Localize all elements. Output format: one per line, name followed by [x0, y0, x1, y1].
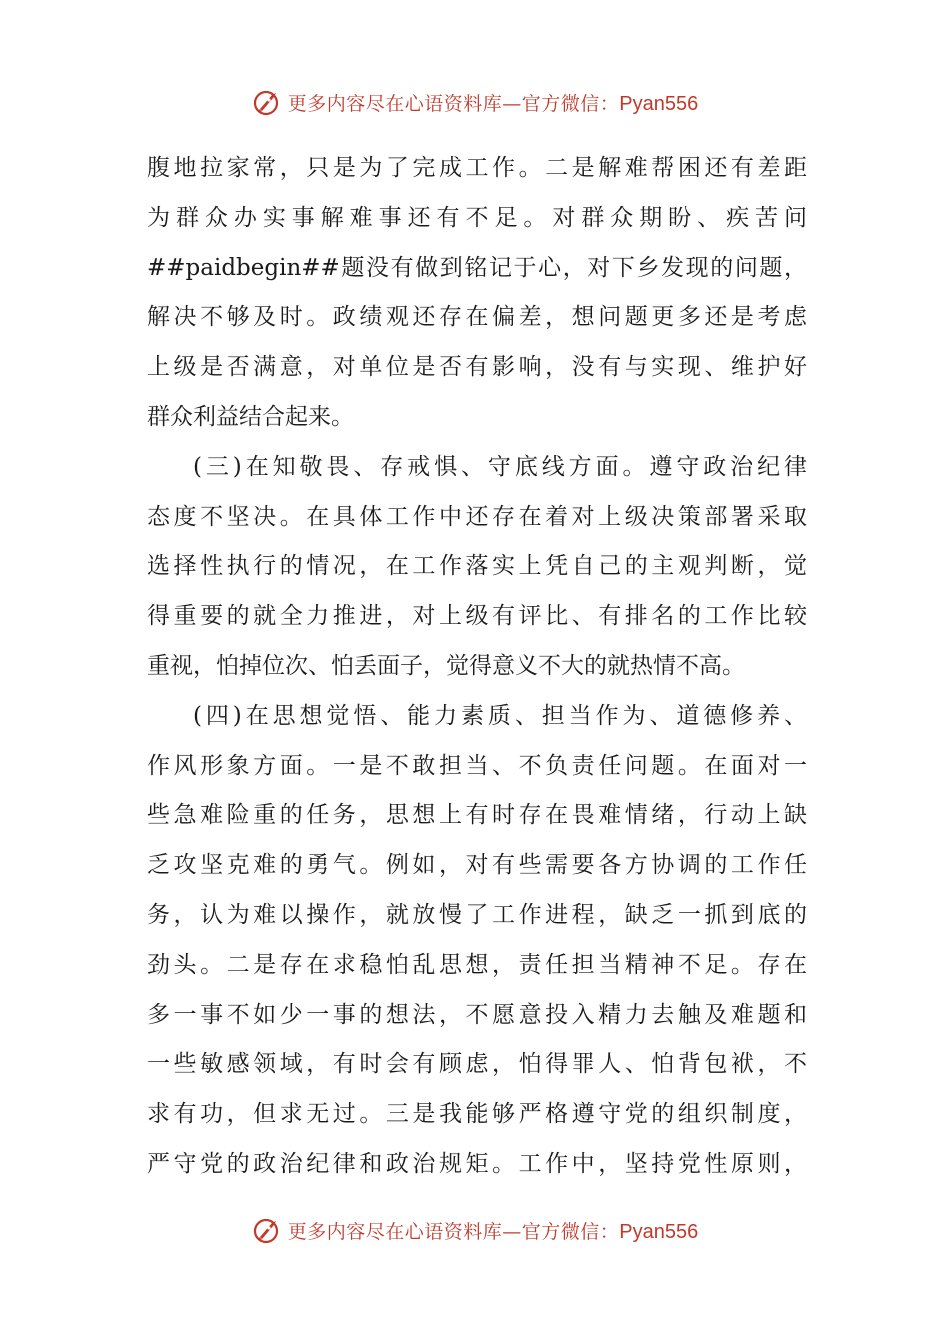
header-banner-text — [288, 89, 698, 116]
text-line: 腹地拉家常，只是为了完成工作。二是解难帮困还有差距 — [147, 155, 807, 181]
text-line: 些急难险重的任务，思想上有时存在畏难情绪，行动上缺 — [147, 802, 807, 829]
text-line: 务，认为难以操作，就放慢了工作进程，缺乏一抓到底的 — [147, 901, 807, 928]
footer-watermark-banner — [0, 1210, 950, 1250]
text-line: 得重要的就全力推进，对上级有评比、有排名的工作比较 — [147, 603, 807, 630]
text-line: 严守党的政治纪律和政治规矩。工作中，坚持党性原则， — [147, 1150, 807, 1177]
text-line: ##paidbegin##题没有做到铭记于心，对下乡发现的问题， — [147, 254, 807, 281]
text-line: 求有功，但求无过。三是我能够严格遵守党的组织制度， — [147, 1101, 807, 1128]
footer-wechat-id: Pyan556 — [619, 1220, 699, 1243]
pen-quill-circle-icon — [252, 87, 282, 117]
document-body — [147, 144, 807, 1190]
text-line: (三)在知敬畏、存戒惧、守底线方面。遵守政治纪律 — [193, 453, 807, 480]
text-line: 选择性执行的情况，在工作落实上凭自己的主观判断，觉 — [147, 553, 807, 580]
text-line: 一些敏感领域，有时会有顾虑，怕得罪人、怕背包袱，不 — [147, 1051, 807, 1078]
text-line: 劲头。二是存在求稳怕乱思想，责任担当精神不足。存在 — [147, 951, 807, 978]
text-line: 群众利益结合起来。 — [147, 403, 354, 430]
text-line: 解决不够及时。政绩观还存在偏差，想问题更多还是考虑 — [147, 304, 807, 331]
footer-banner-label: 更多内容尽在心语资料库—官方微信： — [287, 1220, 620, 1243]
text-line: 为群众办实事解难事还有不足。对群众期盼、疾苦问 — [147, 204, 807, 231]
header-watermark-banner — [0, 82, 950, 122]
header-banner-label: 更多内容尽在心语资料库—官方微信： — [287, 92, 620, 115]
text-line: (四)在思想觉悟、能力素质、担当作为、道德修养、 — [193, 702, 807, 729]
header-wechat-id: Pyan556 — [619, 92, 699, 115]
text-line: 上级是否满意，对单位是否有影响，没有与实现、维护好 — [147, 354, 807, 381]
text-line: 乏攻坚克难的勇气。例如，对有些需要各方协调的工作任 — [147, 852, 807, 879]
text-line: 作风形象方面。一是不敢担当、不负责任问题。在面对一 — [147, 752, 807, 779]
text-line: 重视，怕掉位次、怕丢面子，觉得意义不大的就热情不高。 — [147, 652, 745, 679]
text-line: 态度不坚决。在具体工作中还存在着对上级决策部署采取 — [147, 503, 807, 530]
pen-quill-circle-icon — [252, 1215, 282, 1245]
footer-banner-text — [288, 1217, 698, 1244]
text-line: 多一事不如少一事的想法，不愿意投入精力去触及难题和 — [147, 1001, 807, 1028]
